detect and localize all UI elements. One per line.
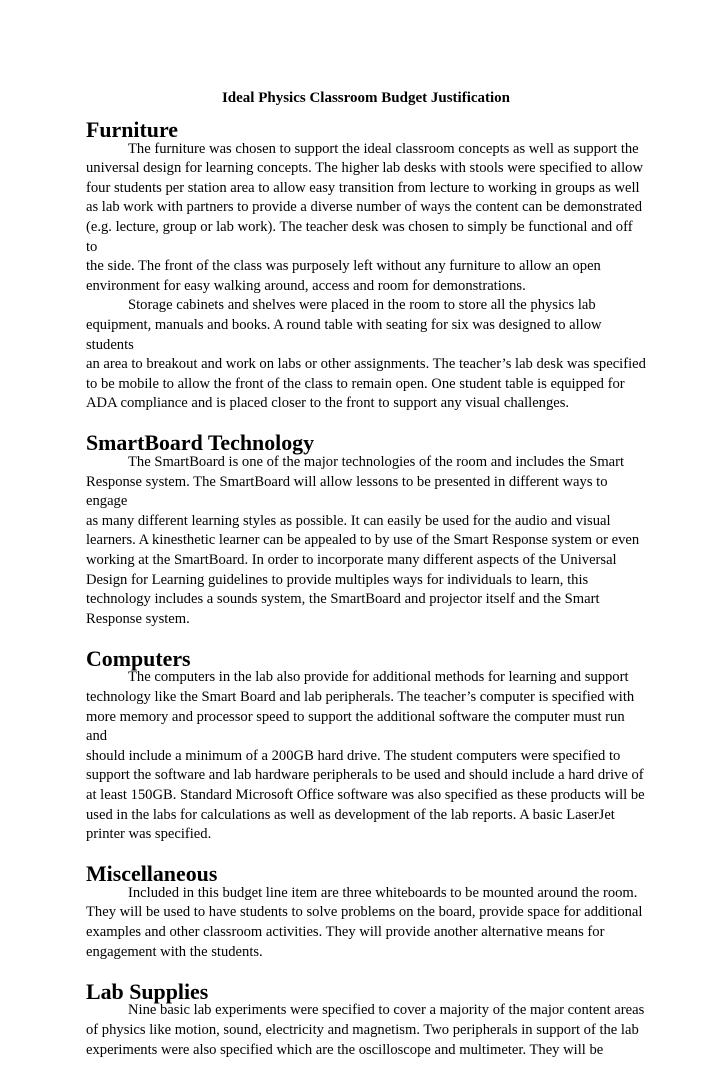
section-smartboard-technology <box>86 430 646 629</box>
paragraph: The computers in the lab also provide for additional methods for learning and support technology like the Smart Board and lab peripherals. The teacher’s computer is specified with more memory and processor speed to support the additional software the computer must run and should include a minimum of a 200GB hard drive. The student computers were specified to support the software and lab hardware peripherals to be used and should include a hard drive of at least 150GB. Standard Microsoft Office software was also specified as these products will be used in the labs for calculations as well as development of the lab reports. A basic LaserJet printer was specified. <box>86 669 645 843</box>
section-lab-supplies <box>86 978 646 1060</box>
section-heading: SmartBoard Technology <box>86 430 315 456</box>
section-heading: Computers <box>86 645 191 671</box>
section-miscellaneous <box>86 861 646 962</box>
paragraph: The SmartBoard is one of the major technologies of the room and includes the Smart Response system. The SmartBoard will allow lessons to be presented in different ways to engage as many different learning styles as possible. It can easily be used for the audio and visual learners. A kinesthetic learner can be appealed to by use of the Smart Response system or even working at the SmartBoard. In order to incorporate many different aspects of the Universal Design for Learning guidelines to provide multiples ways for individuals to learn, this technology includes a sounds system, the SmartBoard and projector itself and the Smart Response system. <box>86 454 640 627</box>
paragraph: Nine basic lab experiments were specified to cover a majority of the major content areas of physics like motion, sound, electricity and magnetism. Two peripherals in support of the lab experiments were also specified which are the oscilloscope and multimeter. They will be <box>86 1002 645 1058</box>
section-heading: Lab Supplies <box>86 978 209 1004</box>
document-title: Ideal Physics Classroom Budget Justification <box>221 90 511 106</box>
section-heading: Furniture <box>86 117 179 142</box>
section-heading: Miscellaneous <box>86 861 218 887</box>
paragraph: Storage cabinets and shelves were placed in the room to store all the physics lab equipment, manuals and books. A round table with seating for six was designed to allow students an area to breakout and work on labs or other assignments. The teacher’s lab desk was specified to be mobile to allow the front of the class to remain open. One student table is equipped for ADA compliance and is placed closer to the front to support any visual challenges. <box>86 297 646 412</box>
section-computers <box>86 645 646 845</box>
section-furniture <box>86 117 646 414</box>
document-page <box>86 88 646 1080</box>
paragraph: The furniture was chosen to support the ideal classroom concepts as well as support the universal design for learning concepts. The higher lab desks with stools were specified to allow four students per station area to allow easy transition from lecture to working in groups as well as lab work with partners to provide a diverse number of ways the content can be demonstrated (e.g. lecture, group or lab work). The teacher desk was chosen to simply be functional and off to the side. The front of the class was purposely left without any furniture to allow an open environment for easy walking around, access and room for demonstrations. <box>86 140 643 294</box>
paragraph: Included in this budget line item are three whiteboards to be mounted around the room. They will be used to have students to solve problems on the board, provide space for additional examples and other classroom activities. They will provide another alternative means for engagement with the students. <box>86 884 643 960</box>
